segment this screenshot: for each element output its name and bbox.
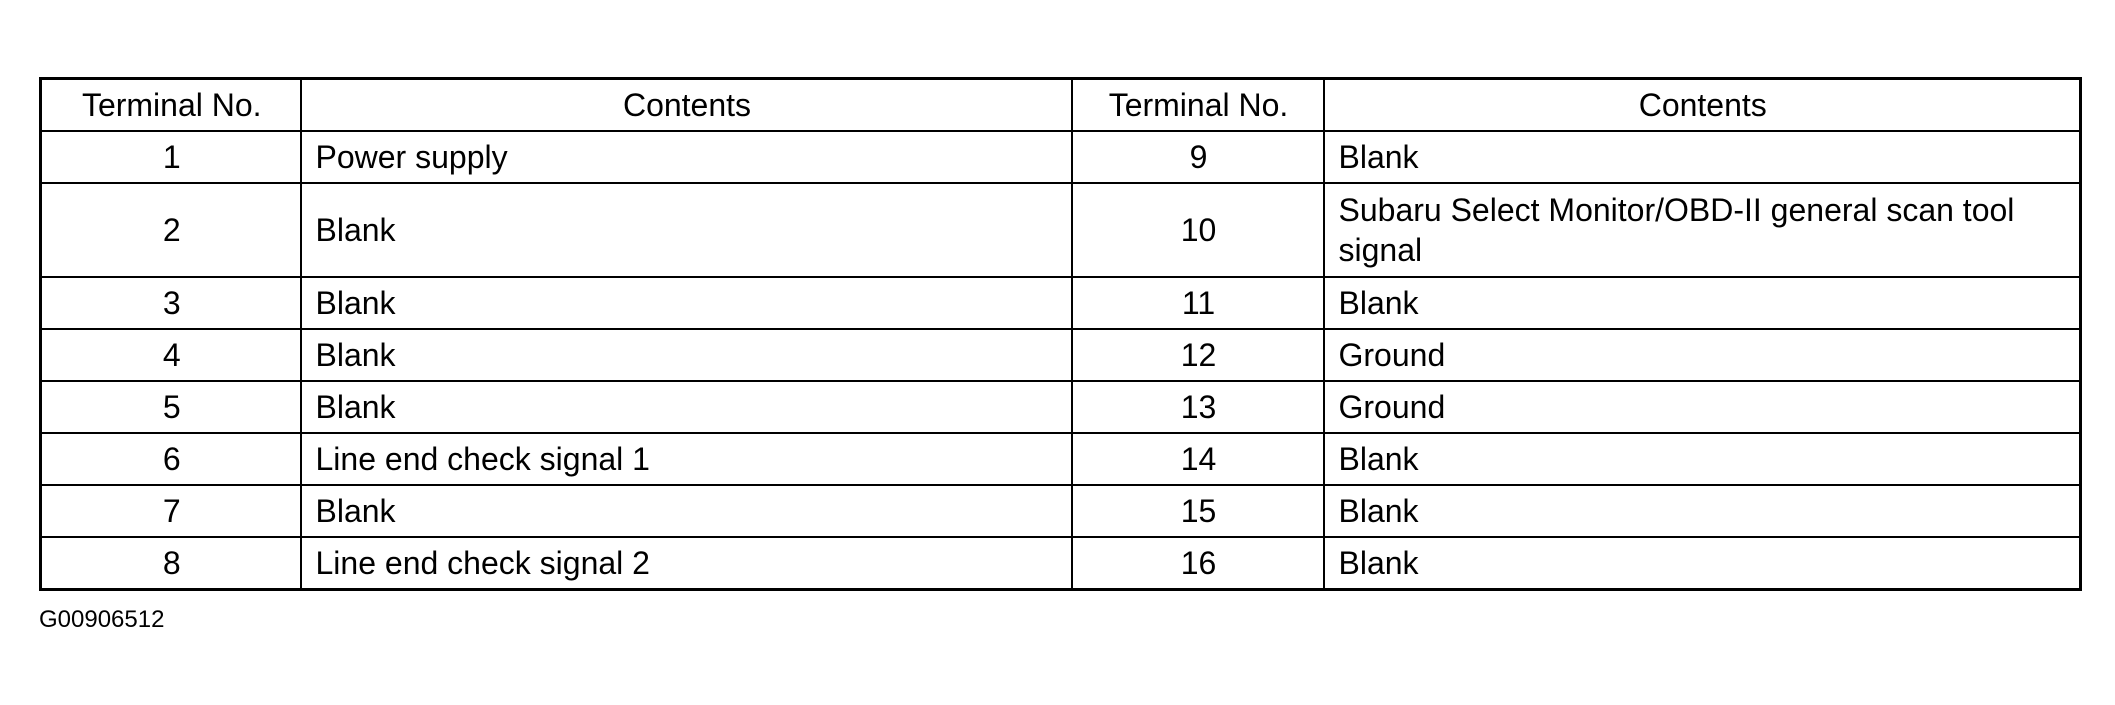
table-row bbox=[41, 183, 2081, 277]
terminal-number: 6 bbox=[41, 433, 301, 485]
terminal-number: 8 bbox=[41, 537, 301, 590]
terminal-contents: Blank bbox=[301, 485, 1072, 537]
table-row bbox=[41, 277, 2081, 329]
table-row bbox=[41, 433, 2081, 485]
table-row bbox=[41, 537, 2081, 590]
table-row bbox=[41, 381, 2081, 433]
terminal-table bbox=[39, 77, 2082, 591]
terminal-contents: Ground bbox=[1324, 381, 2081, 433]
table-row bbox=[41, 329, 2081, 381]
terminal-contents: Blank bbox=[301, 183, 1072, 277]
header-terminal-no: Terminal No. bbox=[1072, 79, 1324, 132]
terminal-contents: Blank bbox=[1324, 277, 2081, 329]
figure-code: G00906512 bbox=[39, 606, 165, 633]
terminal-contents: Line end check signal 2 bbox=[301, 537, 1072, 590]
terminal-number: 4 bbox=[41, 329, 301, 381]
terminal-contents: Blank bbox=[301, 329, 1072, 381]
terminal-number: 7 bbox=[41, 485, 301, 537]
terminal-number: 3 bbox=[41, 277, 301, 329]
terminal-contents: Subaru Select Monitor/OBD-II general scan tool signal bbox=[1324, 183, 2081, 277]
terminal-number: 5 bbox=[41, 381, 301, 433]
table-row bbox=[41, 131, 2081, 183]
terminal-number: 11 bbox=[1072, 277, 1324, 329]
terminal-contents: Blank bbox=[1324, 433, 2081, 485]
terminal-contents: Power supply bbox=[301, 131, 1072, 183]
terminal-number: 13 bbox=[1072, 381, 1324, 433]
terminal-number: 1 bbox=[41, 131, 301, 183]
header-terminal-no: Terminal No. bbox=[41, 79, 301, 132]
terminal-contents: Blank bbox=[1324, 485, 2081, 537]
terminal-number: 10 bbox=[1072, 183, 1324, 277]
terminal-contents: Ground bbox=[1324, 329, 2081, 381]
table-header-row bbox=[41, 79, 2081, 132]
terminal-contents: Blank bbox=[301, 277, 1072, 329]
terminal-contents: Line end check signal 1 bbox=[301, 433, 1072, 485]
terminal-number: 14 bbox=[1072, 433, 1324, 485]
terminal-number: 15 bbox=[1072, 485, 1324, 537]
terminal-contents: Blank bbox=[1324, 537, 2081, 590]
terminal-contents: Blank bbox=[301, 381, 1072, 433]
table-row bbox=[41, 485, 2081, 537]
header-contents: Contents bbox=[301, 79, 1072, 132]
terminal-number: 2 bbox=[41, 183, 301, 277]
header-contents: Contents bbox=[1324, 79, 2081, 132]
terminal-number: 16 bbox=[1072, 537, 1324, 590]
terminal-contents: Blank bbox=[1324, 131, 2081, 183]
terminal-number: 9 bbox=[1072, 131, 1324, 183]
terminal-number: 12 bbox=[1072, 329, 1324, 381]
